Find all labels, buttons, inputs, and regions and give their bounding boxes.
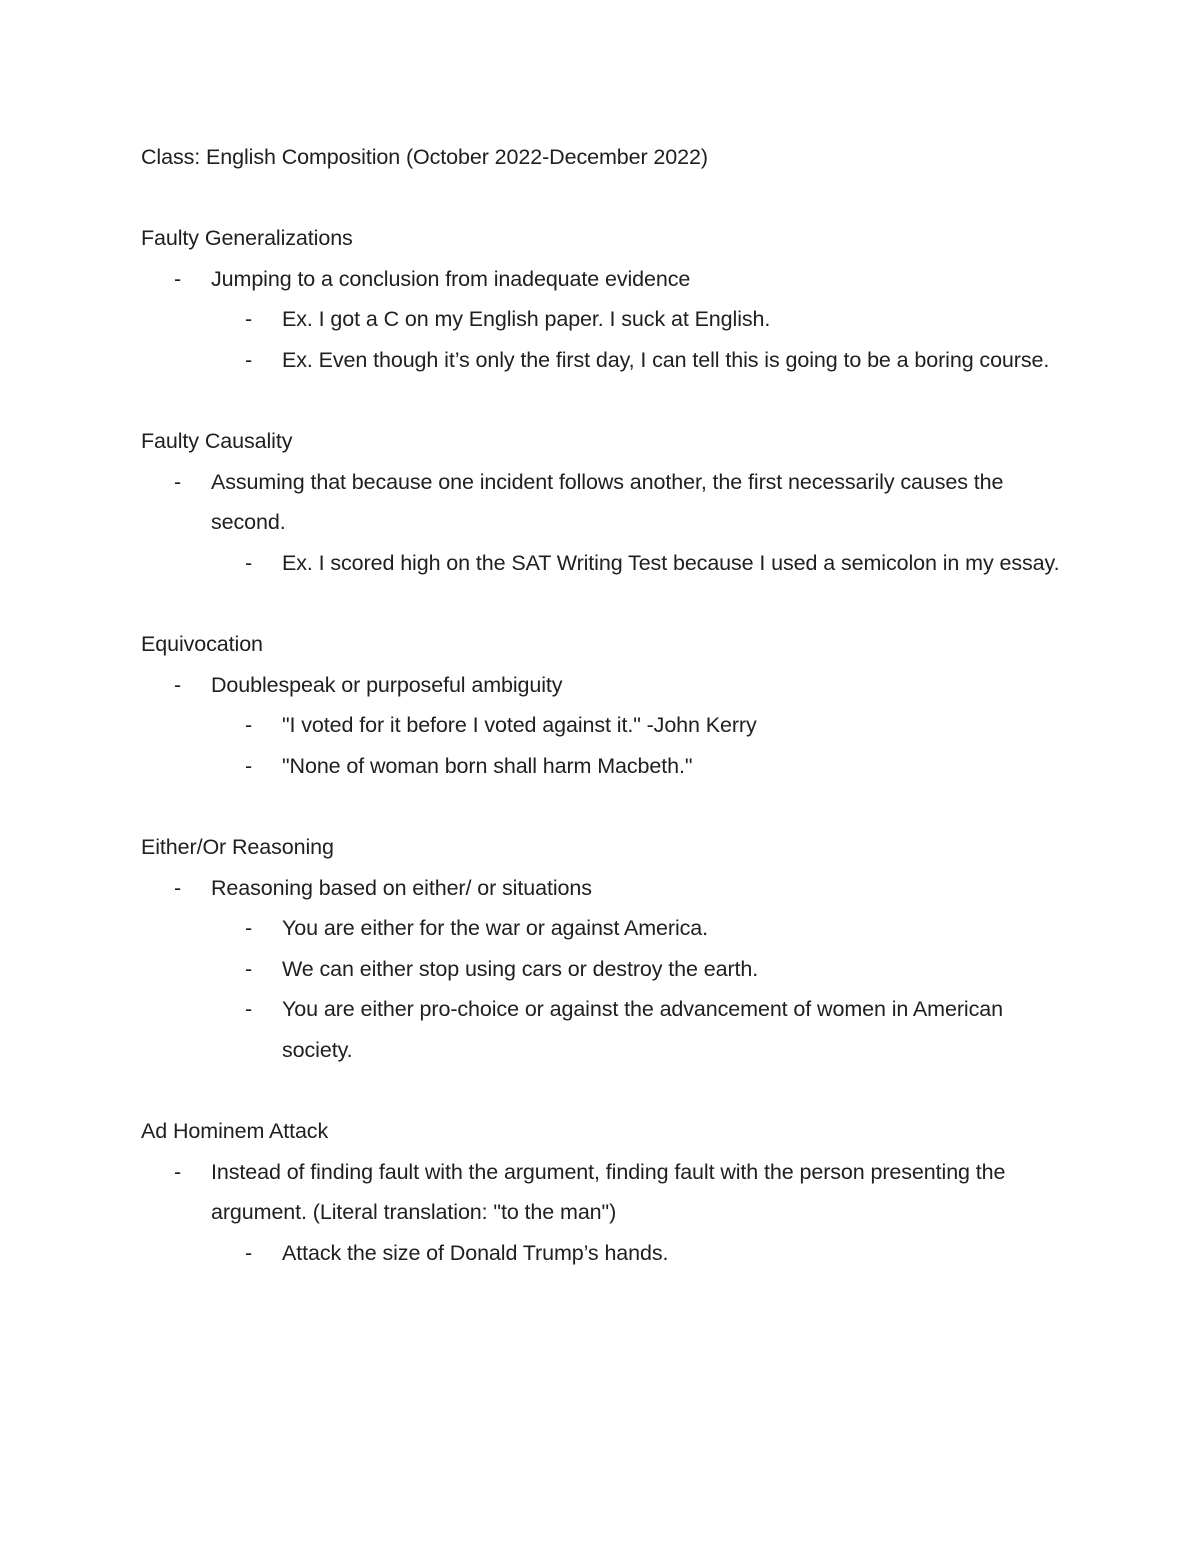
sub-bullet-text: Attack the size of Donald Trump’s hands. <box>282 1241 669 1266</box>
section-faulty-generalizations <box>141 218 1071 380</box>
sub-bullet-item <box>141 543 1062 584</box>
bullet-item <box>141 1152 1061 1233</box>
sub-bullet-text: You are either for the war or against America. <box>282 916 709 941</box>
sub-bullet-item <box>141 1233 1062 1274</box>
dash-marker: - <box>174 672 182 697</box>
sub-bullet-item <box>141 340 1062 381</box>
sub-bullet-item <box>141 989 1062 1070</box>
dash-marker: - <box>174 469 182 494</box>
section-equivocation <box>141 624 1071 786</box>
sub-bullet-text: You are either pro-choice or against the advancement of women in American society. <box>282 997 1003 1063</box>
dash-marker: - <box>245 997 253 1022</box>
section-heading: Faulty Generalizations <box>141 226 353 251</box>
bullet-text: Doublespeak or purposeful ambiguity <box>211 672 563 697</box>
dash-marker: - <box>174 875 182 900</box>
dash-marker: - <box>245 307 253 332</box>
dash-marker: - <box>245 713 253 738</box>
section-heading: Equivocation <box>141 632 263 657</box>
class-title: Class: English Composition (October 2022-December 2022) <box>141 145 708 169</box>
dash-marker: - <box>245 347 253 372</box>
dash-marker: - <box>245 1241 253 1266</box>
sub-bullet-text: Ex. I scored high on the SAT Writing Test because I used a semicolon in my essay. <box>282 550 1060 575</box>
section-either-or-reasoning <box>141 827 1071 1071</box>
sub-bullet-item <box>141 746 1062 787</box>
sub-bullet-item <box>141 705 1062 746</box>
bullet-item <box>141 462 1061 543</box>
sub-bullet-item <box>141 908 1062 949</box>
dash-marker: - <box>245 550 253 575</box>
section-heading: Either/Or Reasoning <box>141 835 334 860</box>
bullet-text: Assuming that because one incident follows another, the first necessarily causes the second. <box>211 469 1004 535</box>
bullet-item <box>141 259 1061 300</box>
dash-marker: - <box>245 916 253 941</box>
bullet-text: Instead of finding fault with the argument, finding fault with the person presenting the argument. (Literal translation: "to the man") <box>211 1159 1006 1225</box>
sub-bullet-item <box>141 949 1062 990</box>
dash-marker: - <box>174 266 182 291</box>
sub-bullet-text: We can either stop using cars or destroy the earth. <box>282 956 759 981</box>
bullet-text: Reasoning based on either/ or situations <box>211 875 592 900</box>
section-heading: Ad Hominem Attack <box>141 1119 329 1144</box>
bullet-text: Jumping to a conclusion from inadequate evidence <box>211 266 691 291</box>
sub-bullet-text: Ex. Even though it’s only the first day, I can tell this is going to be a boring course. <box>282 347 1050 372</box>
bullet-item <box>141 868 1061 909</box>
sub-bullet-item <box>141 299 1062 340</box>
sub-bullet-text: "I voted for it before I voted against it." -John Kerry <box>282 713 757 738</box>
sub-bullet-text: Ex. I got a C on my English paper. I suck at English. <box>282 307 771 332</box>
sub-bullet-text: "None of woman born shall harm Macbeth." <box>282 753 693 778</box>
dash-marker: - <box>245 753 253 778</box>
document-page <box>141 137 1071 1314</box>
section-faulty-causality <box>141 421 1071 583</box>
section-heading: Faulty Causality <box>141 429 293 454</box>
dash-marker: - <box>245 956 253 981</box>
bullet-item <box>141 665 1061 706</box>
dash-marker: - <box>174 1159 182 1184</box>
section-ad-hominem-attack <box>141 1111 1071 1273</box>
